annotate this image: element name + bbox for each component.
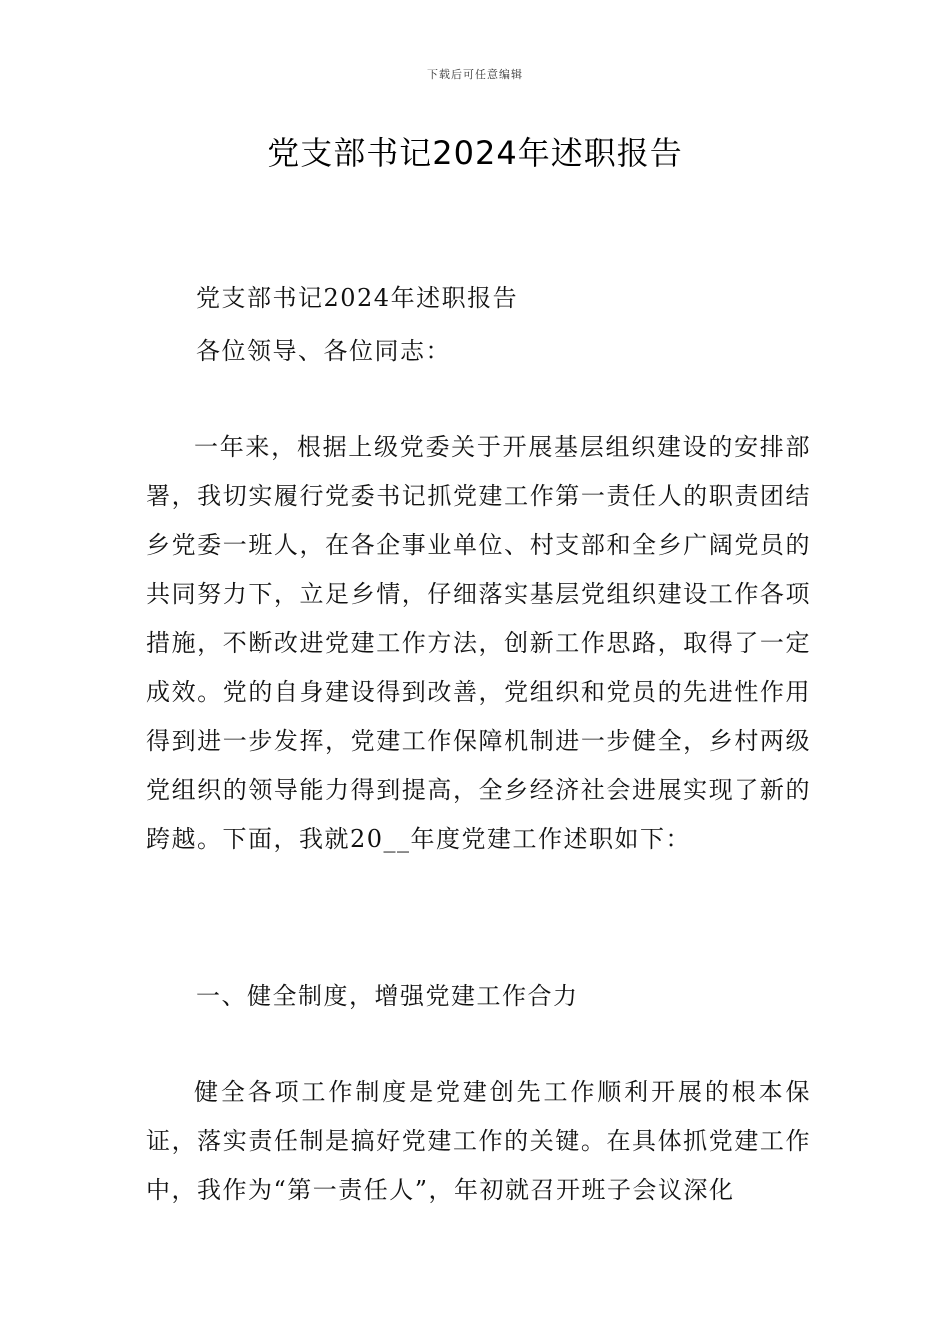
header-note: 下载后可任意编辑	[427, 68, 523, 81]
paragraph-2	[146, 1068, 811, 1215]
paragraph-1	[146, 423, 811, 864]
paragraph-2-text: 健全各项工作制度是党建创先工作顺利开展的根本保证，落实责任制是搞好党建工作的关键。在具体抓党建工作中，我作为“第一责任人”，年初就召开班子会议深化	[146, 1078, 811, 1204]
document-title: 党支部书记2024年述职报告	[267, 134, 683, 172]
subtitle-line: 党支部书记2024年述职报告	[196, 284, 519, 312]
paragraph-1-text: 一年来，根据上级党委关于开展基层组织建设的安排部署，我切实履行党委书记抓党建工作第一责任人的职责团结乡党委一班人，在各企事业单位、村支部和全乡广阔党员的共同努力下，立足乡情，仔细落实基层党组织建设工作各项措施，不断改进党建工作方法，创新工作思路，取得了一定成效。党的自身建设得到改善，党组织和党员的先进性作用得到进一步发挥，党建工作保障机制进一步健全，乡村两级党组织的领导能力得到提高，全乡经济社会进展实现了新的跨越。下面，我就20__年度党建工作述职如下：	[146, 433, 811, 853]
salutation: 各位领导、各位同志：	[196, 337, 451, 365]
section-1-heading: 一、健全制度，增强党建工作合力	[196, 982, 579, 1010]
